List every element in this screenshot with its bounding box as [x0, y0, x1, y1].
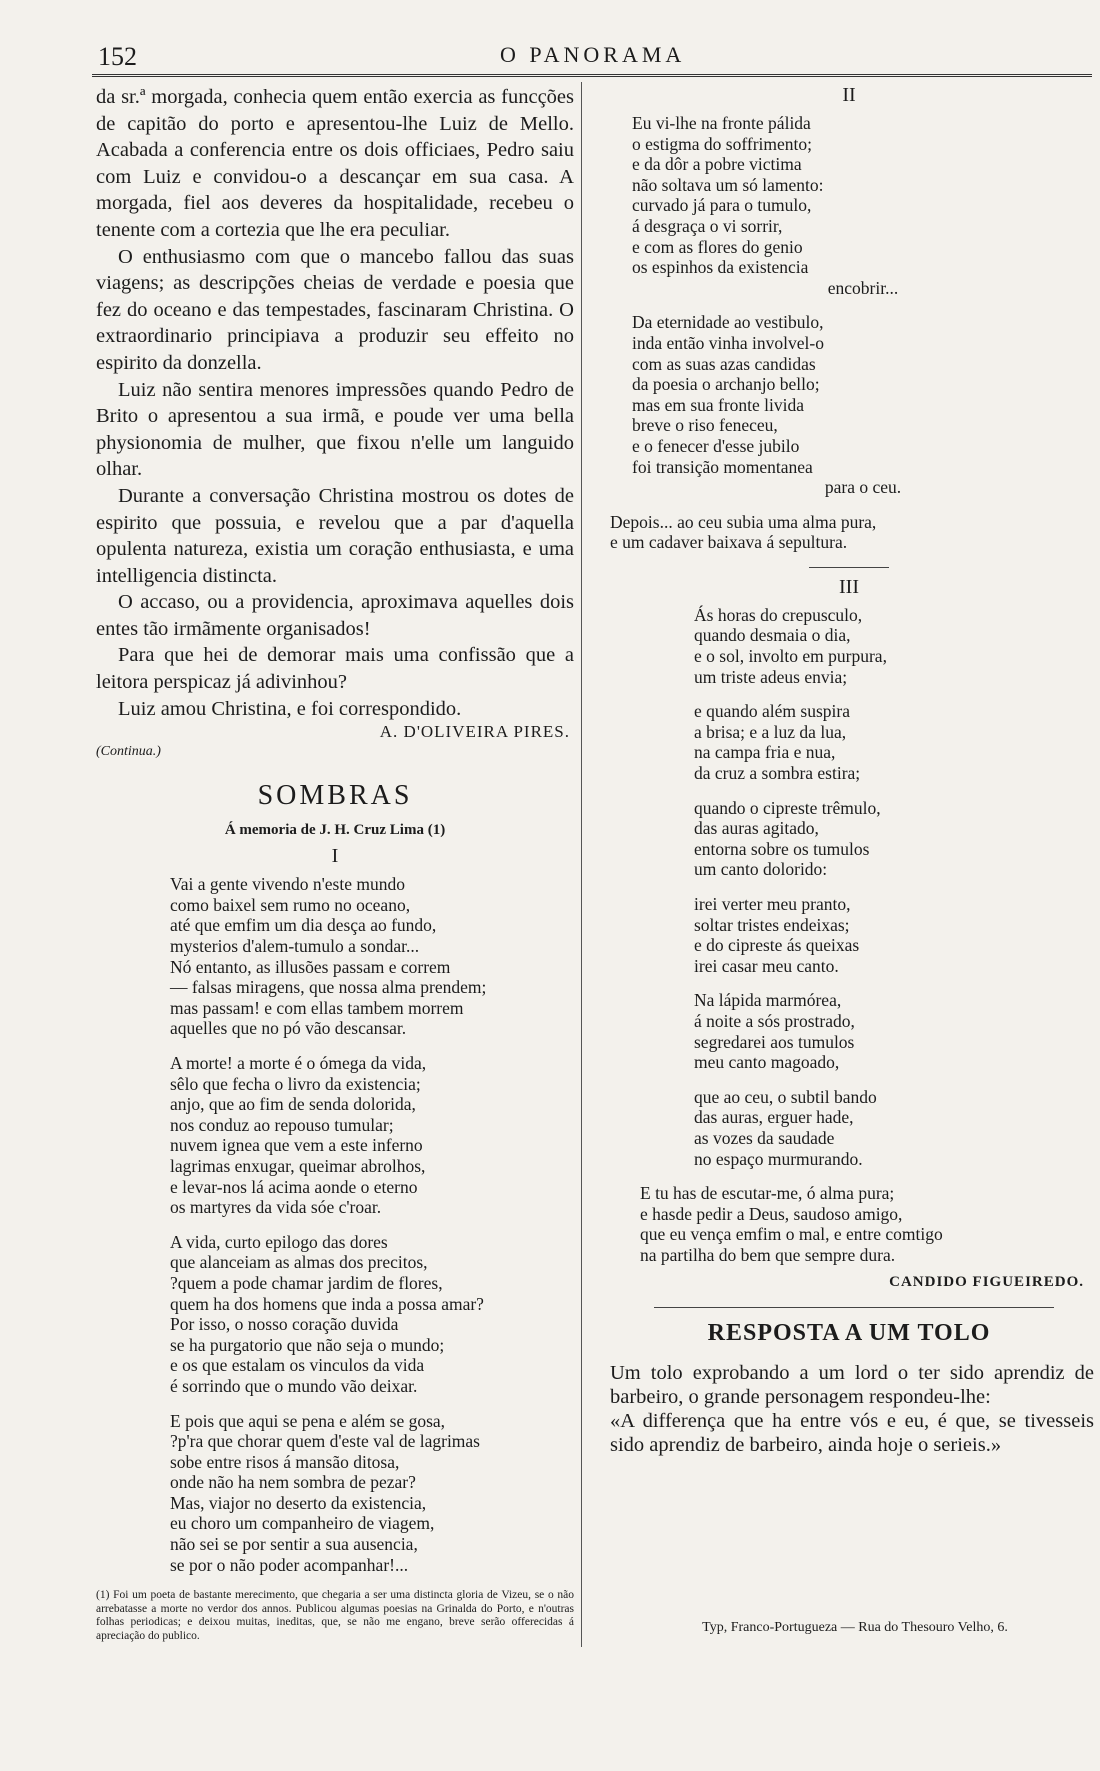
verse-line: á noite a sós prostrado, — [694, 1010, 855, 1031]
paragraph: Um tolo exprobando a um lord o ter sido aprendiz de barbeiro, o grande personagem respondeu-lhe: — [610, 1361, 1094, 1408]
verse-line: e o fenecer d'esse jubilo — [632, 435, 800, 456]
verse-line: sêlo que fecha o livro da existencia; — [170, 1073, 421, 1094]
verse-line: quem ha dos homens que inda a possa amar? — [170, 1293, 484, 1314]
verse-line: os martyres da vida sóe c'roar. — [170, 1197, 382, 1218]
poem-title: SOMBRAS — [257, 780, 413, 812]
verse-line: se por o não poder acompanhar!... — [170, 1554, 409, 1575]
printer-imprint: Typ, Franco-Portugueza — Rua do Thesouro Velho, 6. — [702, 1620, 1008, 1635]
verse-line: as vozes da saudade — [694, 1127, 835, 1148]
column-divider — [581, 82, 582, 1647]
verse-line: irei verter meu pranto, — [694, 894, 851, 914]
continued-note: (Continua.) — [96, 744, 161, 760]
paragraph: «A differença que ha entre vós e eu, é que, se tivesseis sido aprendiz de barbeiro, ainda hoje o serieis.» — [610, 1409, 1094, 1456]
paragraph: Luiz amou Christina, e foi correspondido. — [118, 697, 462, 720]
stanza — [96, 874, 574, 1039]
verse-line: a brisa; e a luz da lua, — [694, 721, 847, 742]
page-number: 152 — [98, 42, 137, 71]
author-signature: A. D'OLIVEIRA PIRES. — [379, 722, 570, 742]
verse-line: segredarei aos tumulos — [694, 1031, 855, 1052]
verse-line: onde não ha nem sombra de pezar? — [170, 1472, 416, 1493]
stanza — [604, 1087, 1094, 1169]
verse-line: breve o riso feneceu, — [632, 415, 778, 436]
paragraph: Luiz não sentira menores impressões quando Pedro de Brito o apresentou a sua irmã, e poude ver uma bella physionomia de mulher, que fixou n'elle um languido olhar. — [96, 378, 574, 481]
verse-line: curvado já para o tumulo, — [632, 195, 812, 216]
stanza — [604, 1183, 1094, 1265]
stanza — [604, 798, 1094, 880]
verse-line: sobe entre risos á mansão ditosa, — [170, 1451, 400, 1472]
paragraph: Durante a conversação Christina mostrou os dotes de espirito que possuia, e revelou que a par d'aquella opulenta natureza, existia um coração enthusiasta, e uma intelligencia distincta. — [96, 484, 574, 587]
verse-line: e quando além suspira — [694, 701, 850, 722]
verse-line: para o ceu. — [824, 477, 902, 498]
verse-line: entorna sobre os tumulos — [694, 838, 870, 859]
section-rule — [809, 567, 889, 568]
verse-line: na campa fria e nua, — [694, 742, 836, 763]
verse-line: da cruz a sombra estira; — [694, 763, 861, 784]
stanza — [604, 512, 1094, 553]
paragraph: O enthusiasmo com que o mancebo fallou das suas viagens; as descripções cheias de verdade e poesia que fez do oceano e das tempestades, fascinaram Christina. O extraordinario principiava a produzir seu effeito no espirito da donzella. — [96, 245, 574, 374]
verse-line: Eu vi-lhe na fronte pálida — [632, 113, 811, 133]
verse-line: Por isso, o nosso coração duvida — [170, 1314, 399, 1335]
stanza — [604, 605, 1094, 687]
story-continuation — [96, 84, 574, 722]
verse-line: E tu has de escutar-me, ó alma pura; — [640, 1183, 895, 1204]
verse-line: não soltava um só lamento: — [632, 174, 824, 195]
verse-line: Depois... ao ceu subia uma alma pura, — [610, 511, 877, 532]
right-column — [604, 84, 1094, 1457]
verse-line: um triste adeus envia; — [694, 666, 848, 687]
verse-line: é sorrindo que o mundo vão deixar. — [170, 1375, 418, 1396]
stanza — [96, 1232, 574, 1397]
verse-line: — falsas miragens, que nossa alma prendem; — [170, 977, 487, 998]
verse-line: irei casar meu canto. — [694, 955, 839, 976]
section-numeral: II — [842, 84, 856, 106]
header-rule — [92, 74, 1092, 77]
publication-title: O PANORAMA — [500, 42, 686, 67]
verse-line: aquelles que no pó vão descansar. — [170, 1018, 407, 1039]
verse-line: E pois que aqui se pena e além se gosa, — [170, 1410, 446, 1431]
stanza — [604, 701, 1094, 783]
verse-line: ?quem a pode chamar jardim de flores, — [170, 1272, 443, 1293]
paragraph: da sr.ª morgada, conhecia quem então exercia as funcções de capitão do porto e apresentou-lhe Luiz de Mello. Acabada a conferencia entre os dois officiaes, Pedro saiu com Luiz e convidou-o a descançar em sua casa. A morgada, fiel aos deveres da hospitalidade, recebeu o tenente com a cortezia que lhe era peculiar. — [96, 86, 574, 241]
left-column — [96, 84, 574, 1643]
verse-line: mysterios d'alem-tumulo a sondar... — [170, 936, 420, 957]
article-title: RESPOSTA A UM TOLO — [707, 1319, 991, 1346]
verse-line: A morte! a morte é o ómega da vida, — [170, 1053, 427, 1073]
verse-line: nos conduz ao repouso tumular; — [170, 1114, 394, 1135]
verse-line: inda então vinha involvel-o — [632, 332, 824, 353]
verse-line: e da dôr a pobre victima — [632, 154, 802, 175]
verse-line: Da eternidade ao vestibulo, — [632, 312, 824, 333]
verse-line: Vai a gente vivendo n'este mundo — [170, 874, 405, 895]
verse-line: e levar-nos lá acima aonde o eterno — [170, 1176, 418, 1197]
verse-line: que alanceiam as almas dos precitos, — [170, 1252, 428, 1273]
verse-line: nuvem ignea que vem a este inferno — [170, 1135, 423, 1156]
verse-line: que eu vença emfim o mal, e entre comtigo — [640, 1224, 943, 1245]
verse-line: no espaço murmurando. — [694, 1148, 863, 1169]
verse-line: se ha purgatorio que não seja o mundo; — [170, 1334, 445, 1355]
verse-line: mas passam! e com ellas tambem morrem — [170, 997, 464, 1018]
section-numeral: III — [839, 575, 859, 598]
verse-line: Nó entanto, as illusões passam e correm — [170, 956, 451, 977]
verse-line: quando desmaia o dia, — [694, 625, 851, 646]
verse-line: encobrir... — [827, 277, 899, 298]
verse-line: um canto dolorido: — [694, 859, 828, 880]
verse-line: Ás horas do crepusculo, — [694, 604, 863, 625]
verse-line: não sei se por sentir a sua ausencia, — [170, 1534, 418, 1555]
verse-line: das auras agitado, — [694, 818, 819, 839]
stanza — [604, 312, 1094, 497]
verse-line: e um cadaver baixava á sepultura. — [610, 532, 848, 553]
verse-line: que ao ceu, o subtil bando — [694, 1086, 877, 1107]
verse-line: foi transição momentanea — [632, 456, 813, 477]
verse-line: soltar tristes endeixas; — [694, 914, 850, 935]
paragraph: O accaso, ou a providencia, aproximava aquelles dois entes tão irmãmente organisados! — [96, 591, 574, 640]
stanza — [96, 1411, 574, 1576]
verse-line: e os que estalam os vinculos da vida — [170, 1355, 425, 1376]
verse-line: com as suas azas candidas — [632, 353, 816, 374]
poem-dedication: Á memoria de J. H. Cruz Lima (1) — [224, 822, 446, 839]
verse-line: e do cipreste ás queixas — [694, 935, 860, 956]
verse-line: e com as flores do genio — [632, 236, 803, 257]
verse-line: lagrimas enxugar, queimar abrolhos, — [170, 1155, 426, 1176]
author-signature: CANDIDO FIGUEIREDO. — [889, 1273, 1084, 1290]
stanza — [604, 894, 1094, 976]
verse-line: o estigma do soffrimento; — [632, 133, 812, 154]
verse-line: os espinhos da existencia — [632, 257, 809, 278]
stanza — [604, 113, 1094, 298]
anecdote — [604, 1361, 1094, 1457]
verse-line: das auras, erguer hade, — [694, 1107, 854, 1128]
section-rule — [654, 1307, 1054, 1308]
verse-line: Na lápida marmórea, — [694, 990, 842, 1011]
stanza — [96, 1053, 574, 1218]
verse-line: á desgraça o vi sorrir, — [632, 215, 783, 236]
verse-line: e o sol, involto em purpura, — [694, 646, 887, 667]
verse-line: quando o cipreste trêmulo, — [694, 797, 881, 818]
verse-line: eu choro um companheiro de viagem, — [170, 1513, 435, 1534]
stanza — [604, 990, 1094, 1072]
footnote: (1) Foi um poeta de bastante merecimento, que chegaria a ser uma distincta gloria de Vizeu, se o não arrebatasse a morte no verdor dos annos. Publicou algumas poesias na Grinalda do Porto, e n'outras folhas periodicas; e deixou muitas, ineditas, que, se não me engano, breve serão offerecidas á apreciação do publico. — [96, 1589, 574, 1642]
verse-line: A vida, curto epilogo das dores — [170, 1231, 388, 1252]
verse-line: Mas, viajor no deserto da existencia, — [170, 1492, 427, 1513]
paragraph: Para que hei de demorar mais uma confissão que a leitora perspicaz já adivinhou? — [96, 644, 574, 694]
verse-line: ?p'ra que chorar quem d'este val de lagrimas — [170, 1431, 480, 1452]
verse-line: anjo, que ao fim de senda dolorida, — [170, 1094, 416, 1115]
verse-line: e hasde pedir a Deus, saudoso amigo, — [640, 1203, 903, 1224]
verse-line: até que emfim um dia desça ao fundo, — [170, 915, 437, 936]
verse-line: mas em sua fronte livida — [632, 394, 805, 415]
section-numeral: I — [331, 845, 339, 868]
verse-line: como baixel sem rumo no oceano, — [170, 894, 411, 915]
verse-line: na partilha do bem que sempre dura. — [640, 1244, 896, 1265]
verse-line: da poesia o archanjo bello; — [632, 374, 820, 395]
verse-line: meu canto magoado, — [694, 1052, 840, 1073]
